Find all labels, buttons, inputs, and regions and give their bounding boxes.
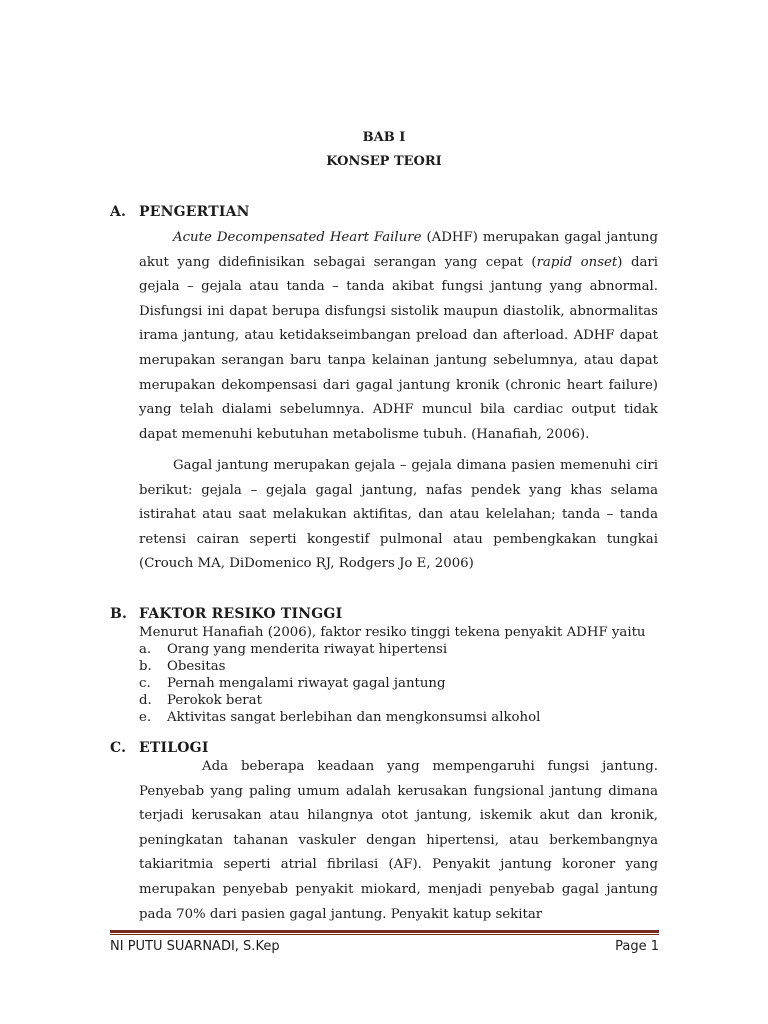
chapter-title: KONSEP TEORI xyxy=(326,154,442,169)
list-marker: a. xyxy=(139,642,152,657)
footer-author: NI PUTU SUARNADI, S.Kep xyxy=(110,939,280,954)
list-item: e. Aktivitas sangat berlebihan dan mengkonsumsi alkohol xyxy=(139,710,541,725)
list-marker: c. xyxy=(139,676,151,691)
list-item: a. Orang yang menderita riwayat hipertensi xyxy=(139,642,448,657)
list-item: c. Pernah mengalami riwayat gagal jantung xyxy=(139,676,446,691)
section-c-paragraph-1: Ada beberapa keadaan yang mempengaruhi fungsi jantung. Penyebab yang paling umum adalah kerusakan fungsional jantung dimana terjadi kerusakan atau hilangnya otot jantung, iskemik akut dan kronik, peningkatan tahanan vaskuler dengan hipertensi, atau berkembangnya takiaritmia seperti atrial fibrilasi (AF). Penyakit jantung koroner yang merupakan penyebab penyakit miokard, menjadi penyebab gagal jantung pada 70% dari pasien gagal jantung. Penyakit katup sekitar xyxy=(139,759,658,922)
section-b-title: FAKTOR RESIKO TINGGI xyxy=(139,606,343,622)
italic-term: Acute Decompensated Heart Failure xyxy=(173,230,422,245)
list-item: b. Obesitas xyxy=(139,659,226,674)
section-c-heading xyxy=(110,740,209,756)
footer-rule xyxy=(110,930,659,933)
section-c-title: ETILOGI xyxy=(139,740,209,756)
section-a-paragraph-2: Gagal jantung merupakan gejala – gejala dimana pasien memenuhi ciri berikut: gejala – gejala gagal jantung, nafas pendek yang khas selama istirahat atau saat melakukan aktifitas, dan atau kelelahan; tanda – tanda retensi cairan seperti kongestif pulmonal atau pembengkakan tungkai (Crouch MA, DiDomenico RJ, Rodgers Jo E, 2006) xyxy=(139,458,658,572)
list-item: d. Perokok berat xyxy=(139,693,262,708)
section-a-paragraph-1: Acute Decompensated Heart Failure (ADHF) merupakan gagal jantung akut yang didefinisikan sebagai serangan yang cepat (rapid onset) dari gejala – gejala atau tanda – tanda akibat fungsi jantung yang abnormal. Disfungsi ini dapat berupa disfungsi sistolik maupun diastolik, abnormalitas irama jantung, atau ketidakseimbangan preload dan afterload. ADHF dapat merupakan serangan baru tanpa kelainan jantung sebelumnya, atau dapat merupakan dekompensasi dari gagal jantung kronik (chronic heart failure) yang telah dialami sebelumnya. ADHF muncul bila cardiac output tidak dapat memenuhi kebutuhan metabolisme tubuh. (Hanafiah, 2006). xyxy=(139,230,658,442)
section-b-intro: Menurut Hanafiah (2006), faktor resiko tinggi tekena penyakit ADHF yaitu xyxy=(139,625,646,640)
risk-factor-list xyxy=(139,641,540,726)
section-a-title: PENGERTIAN xyxy=(139,204,250,220)
section-a-heading xyxy=(110,204,250,220)
section-a-letter: A. xyxy=(110,204,127,220)
section-b-heading xyxy=(110,606,342,622)
footer-rule-thin xyxy=(110,934,659,935)
section-c-letter: C. xyxy=(110,740,127,756)
list-marker: d. xyxy=(139,693,152,708)
chapter-label: BAB I xyxy=(362,130,406,145)
list-marker: e. xyxy=(139,710,152,725)
footer-page-number: Page 1 xyxy=(615,939,659,954)
list-marker: b. xyxy=(139,659,152,674)
section-b-letter: B. xyxy=(110,606,128,622)
italic-term: rapid onset xyxy=(536,254,618,270)
